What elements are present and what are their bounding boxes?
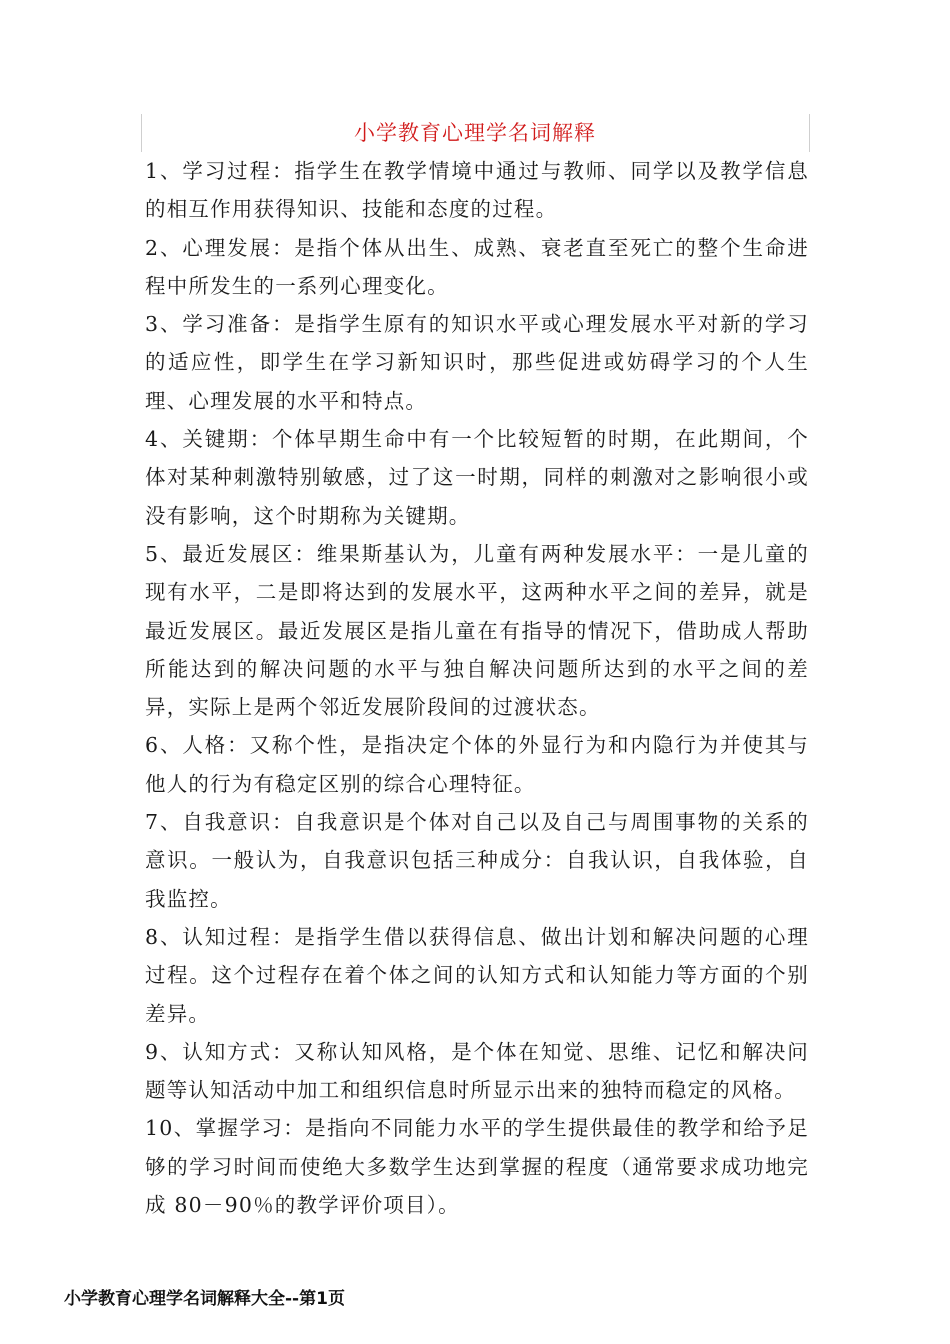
term-zone-of-proximal-development: 5、最近发展区：维果斯基认为，儿童有两种发展水平：一是儿童的现有水平，二是即将达到的发展水平，这两种水平之间的差异，就是最近发展区。最近发展区是指儿童在有指导的情况下，借助成人帮助所能达到的解决问题的水平与独自解决问题所达到的水平之间的差异，实际上是两个邻近发展阶段间的过渡状态。 <box>145 541 809 720</box>
page-footer: 小学教育心理学名词解释大全--第1页 <box>64 1289 345 1309</box>
term-psychological-development: 2、心理发展：是指个体从出生、成熟、衰老直至死亡的整个生命进程中所发生的一系列心理变化。 <box>145 235 809 298</box>
document-title: 小学教育心理学名词解释 <box>354 121 596 145</box>
term-critical-period: 4、关键期：个体早期生命中有一个比较短暂的时期，在此期间，个体对某种刺激特别敏感，过了这一时期，同样的刺激对之影响很小或没有影响，这个时期称为关键期。 <box>145 427 809 528</box>
term-learning-process: 1、学习过程：指学生在教学情境中通过与教师、同学以及教学信息的相互作用获得知识、技能和态度的过程。 <box>145 159 809 222</box>
term-personality: 6、人格：又称个性，是指决定个体的外显行为和内隐行为并使其与他人的行为有稳定区别的综合心理特征。 <box>145 733 809 796</box>
term-list <box>145 152 809 1224</box>
term-mastery-learning: 10、掌握学习：是指向不同能力水平的学生提供最佳的教学和给予足够的学习时间而使绝大多数学生达到掌握的程度（通常要求成功地完成 80－90％的教学评价项目）。 <box>145 1116 809 1218</box>
page-margin-mark-right <box>809 114 810 152</box>
term-cognitive-style: 9、认知方式：又称认知风格，是个体在知觉、思维、记忆和解决问题等认知活动中加工和组织信息时所显示出来的独特而稳定的风格。 <box>145 1039 809 1103</box>
term-learning-readiness: 3、学习准备：是指学生原有的知识水平或心理发展水平对新的学习的适应性，即学生在学习新知识时，那些促进或妨碍学习的个人生理、心理发展的水平和特点。 <box>145 312 809 413</box>
term-cognitive-process: 8、认知过程：是指学生借以获得信息、做出计划和解决问题的心理过程。这个过程存在着个体之间的认知方式和认知能力等方面的个别差异。 <box>145 924 809 1026</box>
term-self-awareness: 7、自我意识：自我意识是个体对自己以及自己与周围事物的关系的意识。一般认为，自我意识包括三种成分：自我认识，自我体验，自我监控。 <box>145 810 809 911</box>
